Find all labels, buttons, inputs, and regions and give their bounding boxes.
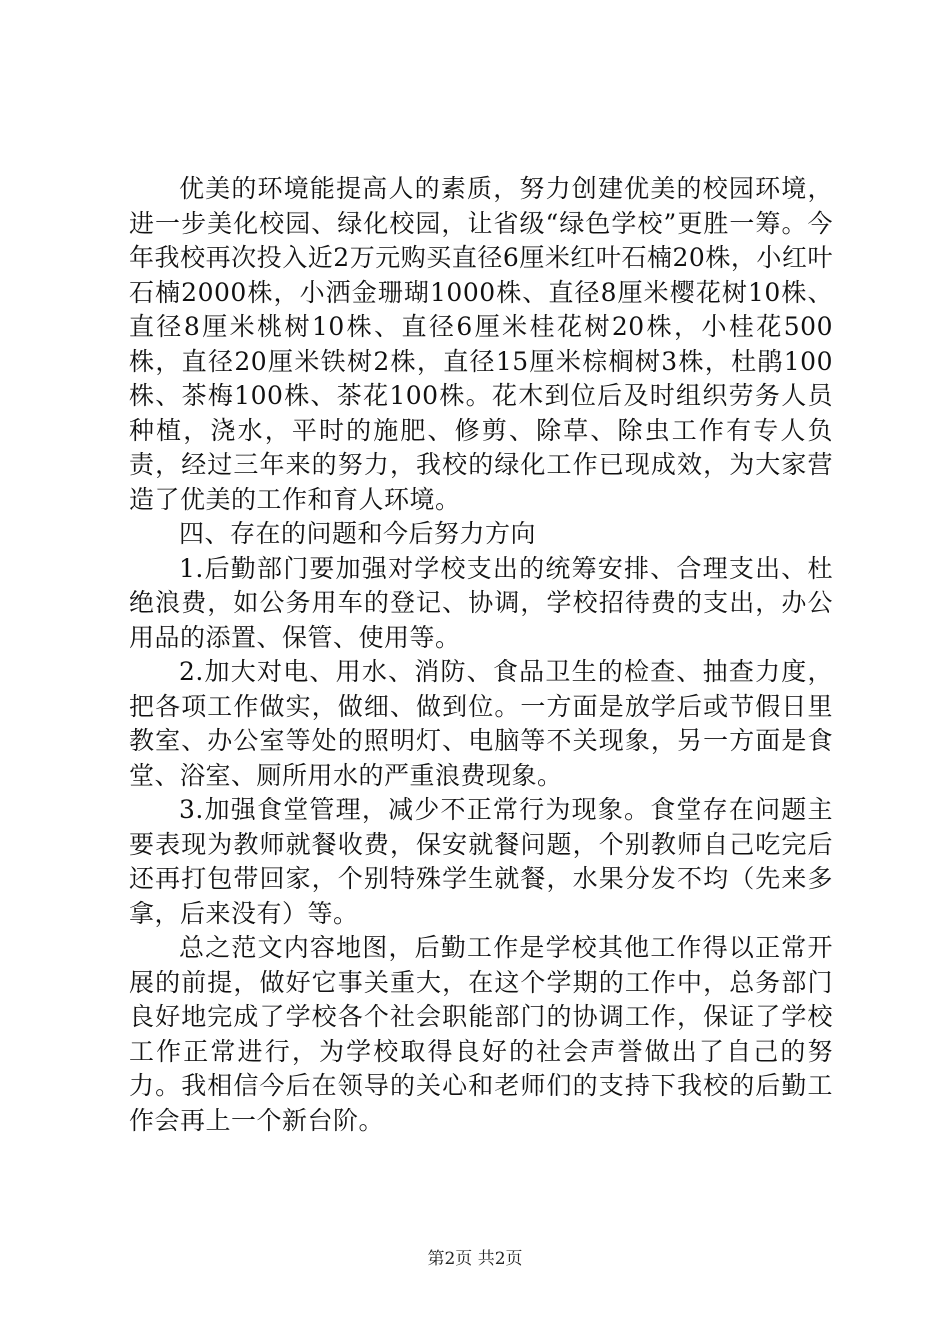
paragraph-item-2: 2.加大对电、用水、消防、食品卫生的检查、抽查力度，把各项工作做实，做细、做到位。一方面是放学后或节假日里教室、办公室等处的照明灯、电脑等不关现象，另一方面是食堂、浴室、厕所用水的严重浪费现象。 — [129, 657, 833, 790]
paragraph-conclusion: 总之范文内容地图，后勤工作是学校其他工作得以正常开展的前提，做好它事关重大，在这个学期的工作中，总务部门良好地完成了学校各个社会职能部门的协调工作，保证了学校工作正常进行，为学校取得良好的社会声誉做出了自己的努力。我相信今后在领导的关心和老师们的支持下我校的后勤工作会再上一个新台阶。 — [129, 933, 833, 1135]
paragraph-item-3: 3.加强食堂管理，减少不正常行为现象。食堂存在问题主要表现为教师就餐收费，保安就餐问题，个别教师自己吃完后还再打包带回家，个别特殊学生就餐，水果分发不均（先来多拿，后来没有）等。 — [129, 795, 833, 928]
page-number-footer: 第2页 共2页 — [427, 1249, 523, 1269]
paragraph-greening: 优美的环境能提高人的素质，努力创建优美的校园环境，进一步美化校园、绿化校园，让省级“绿色学校”更胜一筹。今年我校再次投入近2万元购买直径6厘米红叶石楠20株，小红叶石楠2000株，小洒金珊瑚1000株、直径8厘米樱花树10株、直径8厘米桃树10株、直径6厘米桂花树20株，小桂花500株，直径20厘米铁树2株，直径15厘米棕榈树3株，杜鹃100株、茶梅100株、茶花100株。花木到位后及时组织劳务人员种植，浇水，平时的施肥、修剪、除草、除虫工作有专人负责，经过三年来的努力，我校的绿化工作已现成效，为大家营造了优美的工作和育人环境。 — [129, 174, 833, 514]
section-heading-problems: 四、存在的问题和今后努力方向 — [179, 519, 537, 548]
document-body — [129, 172, 833, 1138]
paragraph-item-1: 1.后勤部门要加强对学校支出的统筹安排、合理支出、杜绝浪费，如公务用车的登记、协调，学校招待费的支出，办公用品的添置、保管、使用等。 — [129, 553, 833, 652]
